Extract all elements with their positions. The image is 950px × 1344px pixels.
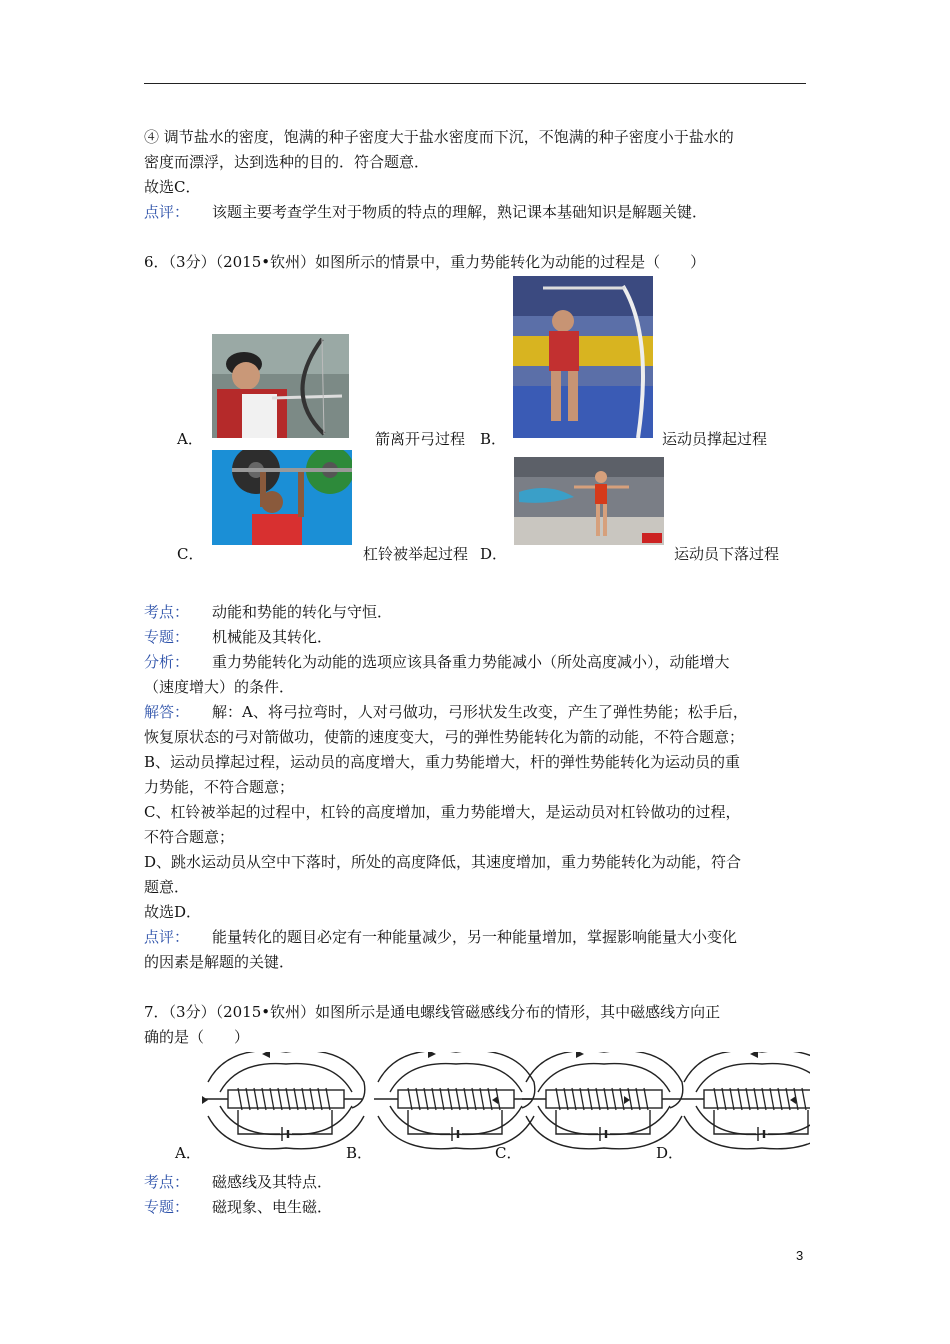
header-rule bbox=[144, 83, 806, 84]
text-line: 密度而漂浮，达到选种的目的．符合题意． bbox=[144, 153, 430, 171]
jieda-text: 解：A、将弓拉弯时，人对弓做功，弓形状发生改变，产生了弹性势能；松手后， bbox=[212, 703, 748, 721]
option-letter: A． bbox=[177, 430, 203, 448]
question-7-stem-cont: 确的是（ ） bbox=[144, 1028, 250, 1046]
option-letter: B． bbox=[346, 1144, 373, 1162]
option-text: 杠铃被举起过程 bbox=[363, 545, 469, 563]
option-letter: D． bbox=[656, 1144, 684, 1162]
jieda-line: 恢复原状态的弓对箭做功，使箭的速度变大，弓的弹性势能转化为箭的动能，不符合题意； bbox=[144, 728, 745, 746]
option-text: 运动员下落过程 bbox=[674, 545, 780, 563]
option-letter: B． bbox=[480, 430, 507, 448]
jieda-line: 题意． bbox=[144, 878, 190, 896]
jieda-line: 力势能，不符合题意； bbox=[144, 778, 295, 796]
trampolinist-photo bbox=[514, 457, 664, 545]
zhuanti-text: 磁现象、电生磁． bbox=[212, 1198, 333, 1216]
page-number: 3 bbox=[796, 1248, 804, 1263]
question-7-stem: 7．（3分）（2015•钦州）如图所示是通电螺线管磁感线分布的情形，其中磁感线方向正 bbox=[144, 1003, 721, 1021]
kaodian-text: 动能和势能的转化与守恒． bbox=[212, 603, 393, 621]
weightlifter-photo bbox=[212, 450, 352, 545]
zhuanti-tag: 专题： bbox=[144, 1198, 190, 1216]
question-6-stem: 6．（3分）（2015•钦州）如图所示的情景中，重力势能转化为动能的过程是（ ） bbox=[144, 253, 706, 271]
option-letter: C． bbox=[495, 1144, 522, 1162]
zhuanti-text: 机械能及其转化． bbox=[212, 628, 333, 646]
jieda-line: 故选D． bbox=[144, 903, 202, 921]
jieda-line: B、运动员撑起过程，运动员的高度增大，重力势能增大，杆的弹性势能转化为运动员的重 bbox=[144, 753, 741, 771]
zhuanti-tag: 专题： bbox=[144, 628, 190, 646]
comment-text: 该题主要考查学生对于物质的特点的理解，熟记课本基础知识是解题关键． bbox=[212, 203, 708, 221]
option-letter: D． bbox=[480, 545, 508, 563]
fenxi-tag: 分析： bbox=[144, 653, 190, 671]
kaodian-tag: 考点： bbox=[144, 603, 190, 621]
text-line: 故选C． bbox=[144, 178, 201, 196]
kaodian-tag: 考点： bbox=[144, 1173, 190, 1191]
option-text: 运动员撑起过程 bbox=[662, 430, 768, 448]
dianping-cont: 的因素是解题的关键． bbox=[144, 953, 295, 971]
dianping-tag: 点评： bbox=[144, 928, 190, 946]
fenxi-text: 重力势能转化为动能的选项应该具备重力势能减小（所处高度减小），动能增大 bbox=[212, 653, 730, 671]
jieda-line: C、杠铃被举起的过程中，杠铃的高度增加，重力势能增大，是运动员对杠铃做功的过程， bbox=[144, 803, 741, 821]
pole-vaulter-photo bbox=[513, 276, 653, 438]
solenoid-diagrams bbox=[200, 1052, 810, 1150]
archer-photo bbox=[212, 334, 349, 438]
fenxi-cont: （速度增大）的条件． bbox=[144, 678, 295, 696]
dianping-text: 能量转化的题目必定有一种能量减少，另一种能量增加，掌握影响能量大小变化 bbox=[212, 928, 738, 946]
jieda-tag: 解答： bbox=[144, 703, 190, 721]
option-text: 箭离开弓过程 bbox=[375, 430, 466, 448]
option-letter: C． bbox=[177, 545, 204, 563]
kaodian-text: 磁感线及其特点． bbox=[212, 1173, 333, 1191]
option-letter: A． bbox=[175, 1144, 201, 1162]
jieda-line: 不符合题意； bbox=[144, 828, 235, 846]
jieda-line: D、跳水运动员从空中下落时，所处的高度降低，其速度增加，重力势能转化为动能，符合 bbox=[144, 853, 742, 871]
text-line: ④ 调节盐水的密度，饱满的种子密度大于盐水密度而下沉，不饱满的种子密度小于盐水的 bbox=[144, 128, 734, 146]
comment-tag: 点评： bbox=[144, 203, 190, 221]
